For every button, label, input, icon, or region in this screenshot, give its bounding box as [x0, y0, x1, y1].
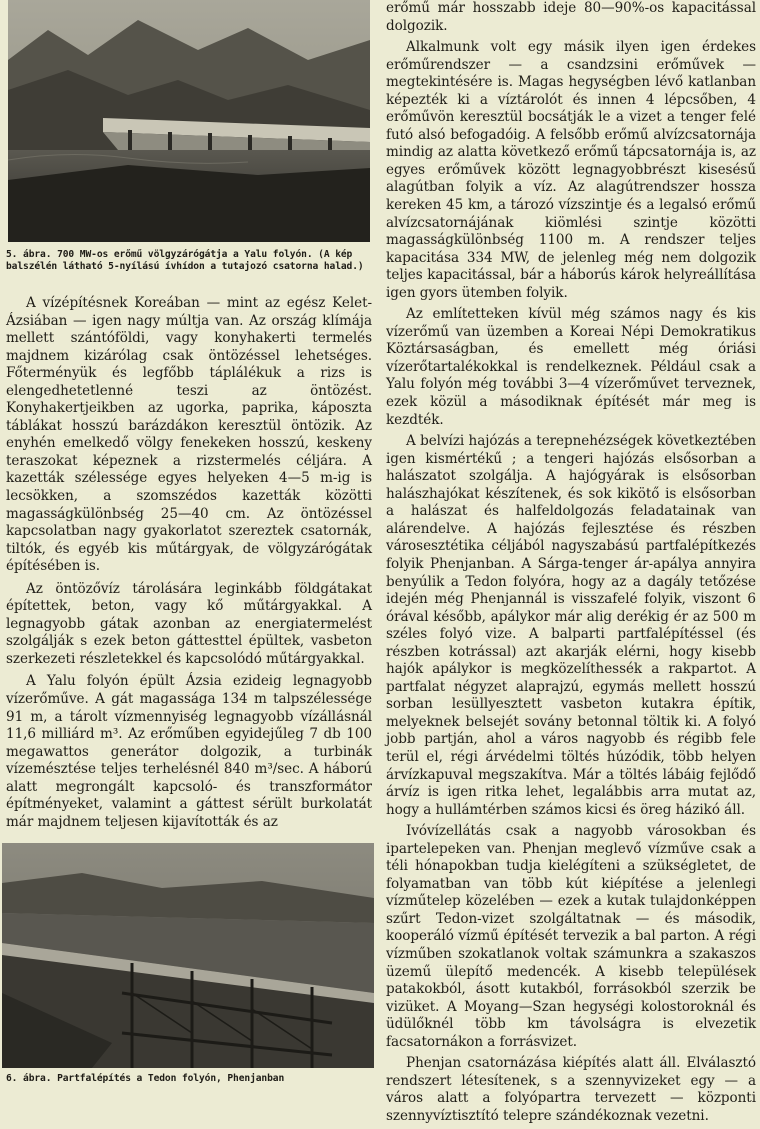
- dam-photo-image: [8, 0, 370, 242]
- right-column: [386, 0, 758, 1129]
- figure-5-caption: 5. ábra. 700 MW-os erőmű völgyzárógátja a Yalu folyón. (A kép balszélén látható 5-nyílású ívhídon a tutajozó csatorna halad.): [6, 249, 364, 272]
- figure-5-dam-photo: [8, 0, 370, 242]
- left-article-text: [6, 295, 372, 831]
- paragraph: A vízépítésnek Koreában — mint az egész Kelet-Ázsiában — igen nagy múltja van. Az ország klímája mellett szántóföldi, vagy konyhakerti termelés majdnem kizárólag csak öntözéssel lehetséges. Főterményük és legfőbb táplálékuk a rizs is elengedhetetlenné teszi az öntözést. Konyhakertjeikben az ugorka, paprika, káposzta táblákat hosszú barázdákon keresztül öntözik. Az enyhén emelkedő völgy fenekeken hosszú, keskeny teraszokat képeznek a rizstermelés céljára. A kazetták szélessége egyes helyeken 4—5 m-ig is lecsökken, a szomszédos kazetták közötti magasságkülönbség 25—40 cm. Az öntözéssel kapcsolatban nagy gyakorlatot szereztek csatornák, tiltók, és egyéb kis műtárgyak, de völgyzárógátak építésében is.: [6, 295, 372, 575]
- paragraph: erőmű már hosszabb ideje 80—90%-os kapacitással dolgozik.: [386, 0, 756, 34]
- paragraph: Phenjan csatornázása kiépítés alatt áll. Elválasztó rendszert létesítenek, s a szennyvizeket egy — a város alatt a folyópartra tervezett — központi szennyvíztisztító telepre szándékoznak vezetni.: [386, 1055, 756, 1124]
- paragraph: A Yalu folyón épült Ázsia ezideig legnagyobb vízerőműve. A gát magassága 134 m talpszélessége 91 m, a tárolt vízmennyiség legnagyobb vízállásnál 11,6 milliárd m³. Az erőműben egyidejűleg 7 db 100 megawattos generátor dolgozik, a turbinák vízemésztése teljes terhelésnél 840 m³/sec. A háború alatt megrongált kapcsoló- és transzformátor építményeket, valamint a gáttest sérült burkolatát már majdnem teljesen kijavították és az: [6, 673, 372, 830]
- paragraph: Ivóvízellátás csak a nagyobb városokban és ipartelepeken van. Phenjan meglevő vízműve csak a téli hónapokban tudja kielégíteni a szükségletet, de folyamatban van több kút kiépítése a jelenlegi vízműtelep közelében — ezek a kutak tulajdonképpen szűrt Tedon-vizet szolgáltatnak — és második, kooperáló vízmű építését tervezik a bal parton. A régi vízműben szokatlanok voltak számunkra a szakaszos üzemű ülepítő medencék. A kisebb települések patakokból, ásott kutakból, forrásokból szerzik be vizüket. A Moyang—Szan hegységi kolostoroknál és üdülőknél több km távolságra is elvezetik facsatornákon a forrásvizet.: [386, 823, 756, 1050]
- paragraph: Az említetteken kívül még számos nagy és kis vízerőmű van üzemben a Koreai Népi Demokratikus Köztársaságban, és emellett még óriási vízerőtartalékokkal is rendelkeznek. Például csak a Yalu folyón még további 3—4 vízerőművet terveznek, ezek közül a másodiknak építését már meg is kezdték.: [386, 306, 756, 428]
- left-column: [0, 0, 381, 1085]
- paragraph: Az öntözővíz tárolására leginkább földgátakat építettek, beton, vagy kő műtárgyakkal. A legnagyobb gátak azonban az energiatermelést szolgálják s ezek beton gáttesttel épültek, vasbeton szerkezeti részletekkel és kapcsolódó műtárgyakkal.: [6, 580, 372, 667]
- figure-6-embankment-photo: [2, 843, 374, 1068]
- paragraph: Alkalmunk volt egy másik ilyen igen érdekes erőműrendszer — a csandzsini erőművek — megtekintésére is. Magas hegységben lévő katlanban képezték ki a víztárolót és innen 4 lépcsőben, 4 erőművön keresztül bocsátják le a vizet a tenger felé futó alsó befogadóig. A felsőbb erőmű alvízcsatornája mindig az alatta következő erőmű tápcsatornája is, az egyes erőművek között legnagyobbrészt kisesésű alagútban folyik a víz. Az alagútrendszer hossza kereken 45 km, a tározó vízszintje és a legalsó erőmű alvízcsatornájának kiömlési szintje közötti magasságkülönbség 1100 m. A rendszer teljes kapacitása 334 MW, de jelenleg még nem dolgozik teljes kapacitással, bár a háborús károk helyreállítása igen gyors ütemben folyik.: [386, 39, 756, 301]
- paragraph: A belvízi hajózás a terepnehézségek következtében igen kismértékű ; a tengeri hajózás elsősorban a halászatot szolgálja. A hajógyárak is elsősorban halászhajókat készítenek, és sok kikötő is elsősorban a halászat és halfeldolgozás feladatainak van alárendelve. A hajózás fejlesztése és részben városesztétika céljából nagyszabású partfalépítkezés folyik Phenjanban. A Sárga-tenger ár-apálya annyira benyúlik a Tedon folyóra, hogy az a dagály tetőzése idején még Phenjannál is visszafelé folyik, viszont 6 órával később, apálykor már alig derékig ér az 500 m széles folyó vize. A balparti partfalépítéssel (és részben kotrással) azt akarják elérni, hogy kisebb hajók apálykor is megközelíthessék a rakpartot. A partfalat négyzet alaprajzú, egymás mellett hosszú sorban lesüllyesztett vasbeton kutakra építik, melyeknek belsejét sovány betonnal töltik ki. A folyó jobb partján, ahol a város nagyobb és régibb fele terül el, régi árvédelmi töltés húzódik, több helyen árvízkapuval megszakítva. Már a töltés lábáig fejlődő árvíz is igen ritka lehet, legalábbis arra mutat az, hogy a hullámtérben számos kicsi és öreg házikó áll.: [386, 433, 756, 818]
- embankment-photo-image: [2, 843, 374, 1068]
- figure-6-caption: 6. ábra. Partfalépítés a Tedon folyón, Phenjanban: [6, 1073, 285, 1085]
- right-article-text: [386, 0, 756, 1125]
